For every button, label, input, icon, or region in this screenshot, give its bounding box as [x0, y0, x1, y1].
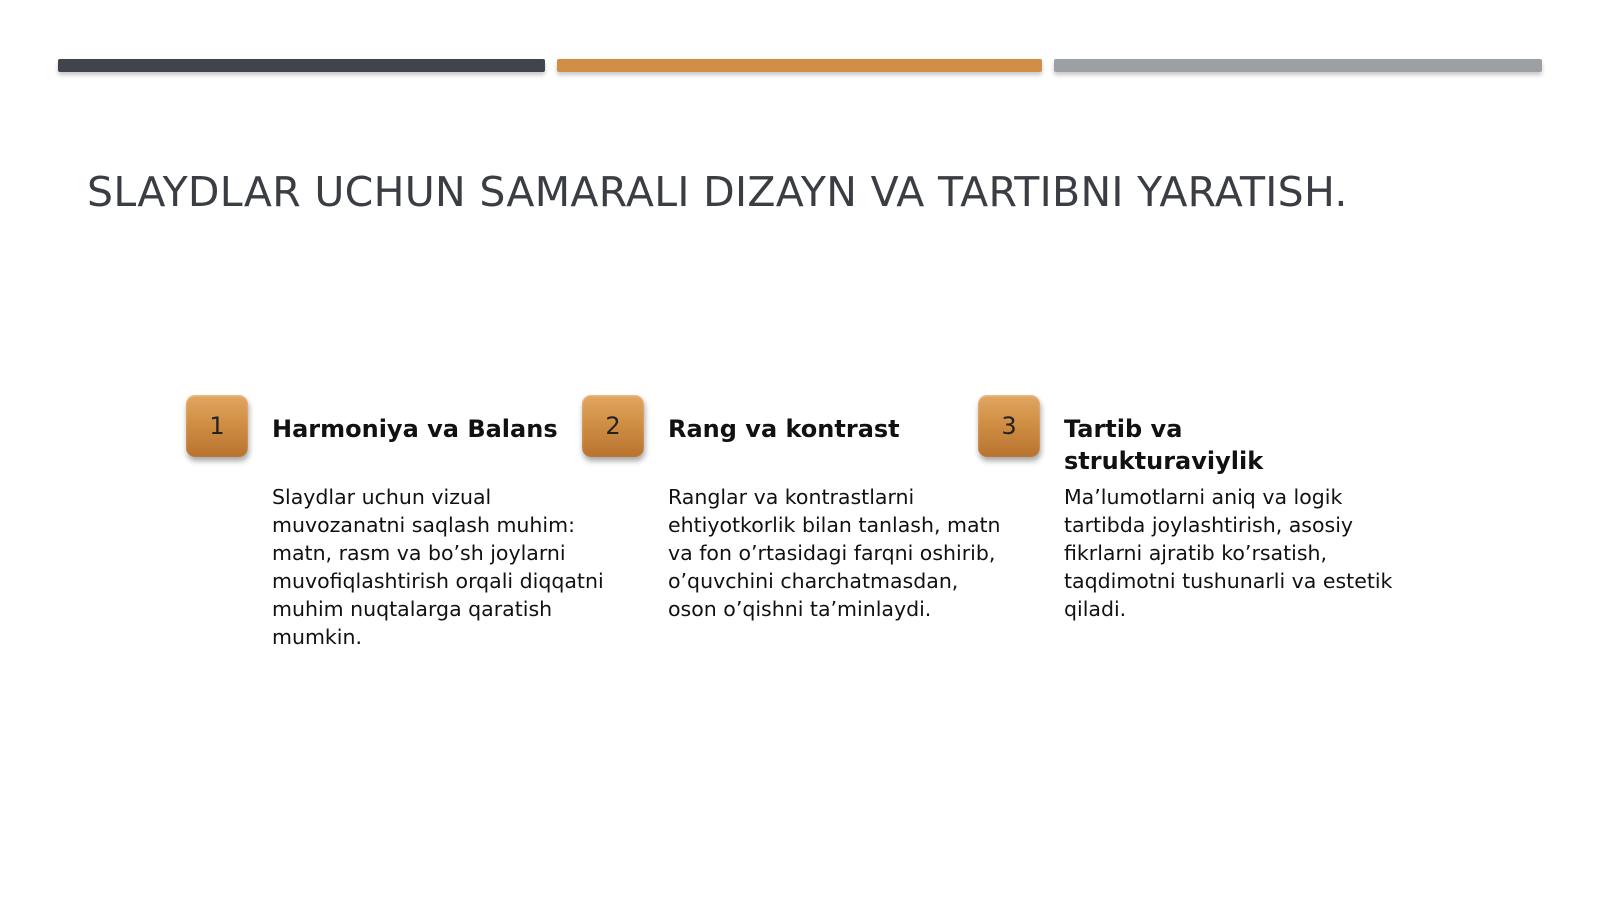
item-heading: Tartib va strukturaviylik	[1064, 415, 1264, 475]
item-heading: Rang va kontrast	[668, 415, 900, 443]
item-body: Ranglar va kontrastlarni ehtiyotkorlik bilan tanlash, matn va fon o’rtasidagi farqni oshirib, o’quvchini charchatmasdan, oson o’qishni ta’minlaydi.	[668, 485, 1001, 621]
item-body: Slaydlar uchun vizual muvozanatni saqlash muhim: matn, rasm va bo’sh joylarni muvofiqlashtirish orqali diqqatni muhim nuqtalarga qaratish mumkin.	[272, 485, 604, 649]
item-heading: Harmoniya va Balans	[272, 415, 558, 443]
slide-title: SLAYDLAR UCHUN SAMARALI DIZAYN VA TARTIBNI YARATISH.	[87, 168, 1348, 216]
number-badge: 1	[186, 395, 248, 457]
number-badge: 3	[978, 395, 1040, 457]
item-body: Ma’lumotlarni aniq va logik tartibda joylashtirish, asosiy fikrlarni ajratib ko’rsatish, taqdimotni tushunarli va estetik qiladi.	[1064, 485, 1393, 621]
number-badge: 2	[582, 395, 644, 457]
accent-bar-orange	[557, 59, 1042, 72]
accent-bar-dark	[58, 59, 545, 72]
accent-bar-gray	[1054, 59, 1542, 72]
